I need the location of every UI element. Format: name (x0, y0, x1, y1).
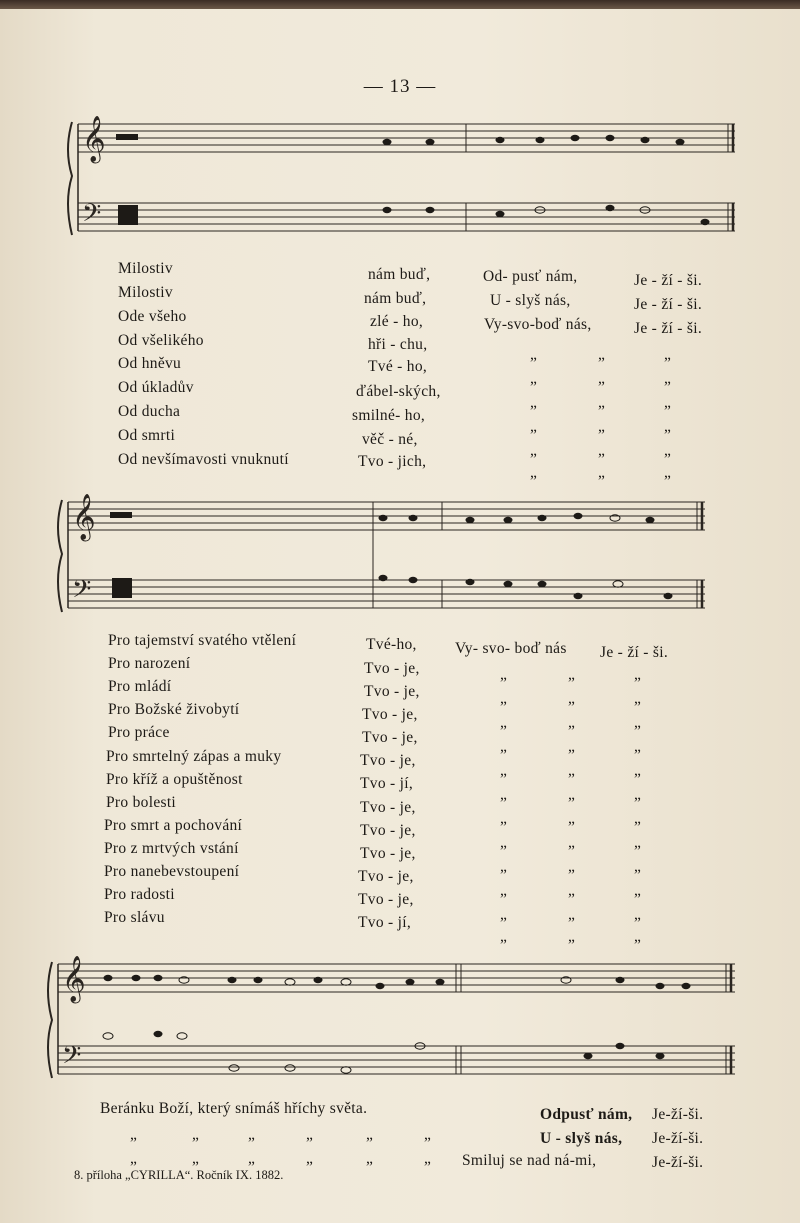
s2-ditto: „ (568, 786, 576, 803)
s2-l1-c4: Je - ží - ši. (600, 644, 669, 661)
music-system-2 (0, 488, 800, 628)
s1-l3-c1: Ode všeho (118, 308, 187, 325)
s2-l8-c2: Tvo - je, (360, 799, 416, 816)
s2-ditto: „ (500, 762, 508, 779)
s2-l4-c2: Tvo - je, (362, 706, 418, 723)
s2-l1-c2: Tvé-ho, (366, 636, 417, 653)
s3-ditto: „ (130, 1150, 138, 1167)
s3-ditto: „ (306, 1150, 314, 1167)
s1-l8-c2: věč - né, (362, 431, 418, 448)
s2-l10-c1: Pro z mrtvých vstání (104, 840, 239, 857)
s1-l3-c4: Je - ží - ši. (634, 320, 703, 337)
s2-ditto: „ (634, 738, 642, 755)
s3-ditto: „ (424, 1150, 432, 1167)
s2-ditto: „ (500, 906, 508, 923)
s2-ditto: „ (634, 690, 642, 707)
s1-l2-c2: nám buď, (364, 290, 427, 307)
svg-text:𝄞: 𝄞 (62, 956, 86, 1002)
s1-l9-c2: Tvo - jich, (358, 453, 427, 470)
s2-l12-c2: Tvo - je, (358, 891, 414, 908)
s1-l8-c1: Od smrti (118, 427, 176, 444)
s2-ditto: „ (634, 928, 642, 945)
s2-ditto: „ (500, 882, 508, 899)
s1-ditto: „ (598, 346, 606, 363)
response-3-name: Je-ží-ši. (652, 1154, 704, 1171)
s3-ditto: „ (192, 1126, 200, 1143)
s2-l3-c1: Pro mládí (108, 678, 172, 695)
response-2-text: U - slyš nás, (540, 1130, 623, 1147)
s1-l2-c1: Milostiv (118, 284, 173, 301)
s2-ditto: „ (634, 882, 642, 899)
s1-l1-c2: nám buď, (368, 266, 431, 283)
s1-l3-c2: zlé - ho, (370, 313, 424, 330)
svg-text:𝄢: 𝄢 (82, 199, 102, 234)
svg-text:𝄢: 𝄢 (62, 1041, 82, 1076)
s2-ditto: „ (634, 810, 642, 827)
s3-ditto: „ (130, 1126, 138, 1143)
s2-ditto: „ (568, 690, 576, 707)
s2-l6-c1: Pro smrtelný zápas a muky (106, 748, 282, 765)
s1-l5-c1: Od hněvu (118, 355, 182, 372)
footer-note: 8. příloha „CYRILLA“. Ročník IX. 1882. (74, 1168, 284, 1182)
s2-l9-c2: Tvo - je, (360, 822, 416, 839)
s2-l7-c2: Tvo - jí, (360, 775, 414, 792)
s1-ditto: „ (664, 394, 672, 411)
svg-text:𝄞: 𝄞 (82, 116, 106, 162)
s2-l2-c1: Pro narození (108, 655, 191, 672)
s2-ditto: „ (634, 762, 642, 779)
s2-l11-c1: Pro nanebevstoupení (104, 863, 240, 880)
s1-ditto: „ (598, 464, 606, 481)
music-system-3 (0, 950, 800, 1100)
s2-l1-c1: Pro tajemství svatého vtělení (108, 632, 297, 649)
s1-l7-c1: Od ducha (118, 403, 181, 420)
s1-l4-c1: Od všelikého (118, 332, 204, 349)
s2-l13-c1: Pro slávu (104, 909, 165, 926)
s2-l5-c1: Pro práce (108, 724, 170, 741)
s1-l7-c2: smilné- ho, (352, 407, 426, 424)
s2-ditto: „ (568, 714, 576, 731)
s2-ditto: „ (634, 858, 642, 875)
s1-ditto: „ (598, 418, 606, 435)
s2-ditto: „ (634, 786, 642, 803)
response-2-name: Je-ží-ši. (652, 1130, 704, 1147)
svg-text:𝄢: 𝄢 (72, 575, 92, 610)
s1-l5-c2: Tvé - ho, (368, 358, 428, 375)
s2-ditto: „ (568, 834, 576, 851)
s1-l9-c1: Od nevšímavosti vnuknutí (118, 451, 289, 468)
s2-l6-c2: Tvo - je, (360, 752, 416, 769)
s2-ditto: „ (500, 810, 508, 827)
s2-ditto: „ (500, 738, 508, 755)
s2-ditto: „ (500, 666, 508, 683)
s1-l1-c4: Je - ží - ši. (634, 272, 703, 289)
response-1-name: Je-ží-ši. (652, 1106, 704, 1123)
s2-ditto: „ (568, 738, 576, 755)
s1-ditto: „ (598, 394, 606, 411)
response-3-text: Smiluj se nad ná-mi, (462, 1152, 597, 1169)
s3-ditto: „ (248, 1150, 256, 1167)
s2-ditto: „ (568, 810, 576, 827)
s3-ditto: „ (366, 1126, 374, 1143)
s2-l11-c2: Tvo - je, (358, 868, 414, 885)
s1-l3-c3: Vy-svo-boď nás, (484, 316, 592, 333)
s2-l7-c1: Pro kříž a opuštěnost (106, 771, 243, 788)
music-system-1 (0, 110, 800, 250)
s3-ditto: „ (248, 1126, 256, 1143)
s2-ditto: „ (568, 928, 576, 945)
s3-ditto: „ (366, 1150, 374, 1167)
s2-ditto: „ (568, 882, 576, 899)
s2-ditto: „ (634, 666, 642, 683)
s1-ditto: „ (598, 442, 606, 459)
s2-l3-c2: Tvo - je, (364, 683, 420, 700)
s1-ditto: „ (530, 394, 538, 411)
top-edge (0, 0, 800, 9)
s2-l10-c2: Tvo - je, (360, 845, 416, 862)
s2-ditto: „ (568, 858, 576, 875)
s2-l9-c1: Pro smrt a pochování (104, 817, 243, 834)
s1-ditto: „ (664, 464, 672, 481)
response-1-text: Odpusť nám, (540, 1106, 633, 1123)
s2-ditto: „ (500, 690, 508, 707)
s1-ditto: „ (530, 464, 538, 481)
s3-ditto: „ (192, 1150, 200, 1167)
s2-l5-c2: Tvo - je, (362, 729, 418, 746)
s2-ditto: „ (500, 834, 508, 851)
s1-ditto: „ (530, 346, 538, 363)
s2-ditto: „ (568, 906, 576, 923)
s2-ditto: „ (500, 714, 508, 731)
s2-ditto: „ (500, 858, 508, 875)
s1-l6-c2: ďábel-ských, (356, 383, 441, 400)
s1-l1-c1: Milostiv (118, 260, 173, 277)
s1-ditto: „ (530, 418, 538, 435)
s2-ditto: „ (500, 928, 508, 945)
s1-ditto: „ (530, 442, 538, 459)
s1-ditto: „ (664, 442, 672, 459)
s2-l2-c2: Tvo - je, (364, 660, 420, 677)
s1-l2-c4: Je - ží - ši. (634, 296, 703, 313)
s3-ditto: „ (306, 1126, 314, 1143)
s1-ditto: „ (664, 346, 672, 363)
s1-l1-c3: Od- pusť nám, (483, 268, 578, 285)
s1-ditto: „ (530, 370, 538, 387)
s1-ditto: „ (598, 370, 606, 387)
page-number: — 13 — (363, 76, 437, 97)
s1-ditto: „ (664, 370, 672, 387)
s1-l4-c2: hři - chu, (368, 336, 428, 353)
s1-ditto: „ (664, 418, 672, 435)
svg-text:𝄞: 𝄞 (72, 494, 96, 540)
s2-l8-c1: Pro bolesti (106, 794, 177, 811)
s2-ditto: „ (634, 906, 642, 923)
agnus-dei-line: Beránku Boží, který snímáš hříchy světa. (100, 1100, 368, 1117)
s1-l2-c3: U - slyš nás, (490, 292, 571, 309)
s2-ditto: „ (634, 714, 642, 731)
s2-l1-c3: Vy- svo- boď nás (455, 640, 567, 657)
s3-ditto: „ (424, 1126, 432, 1143)
s2-l4-c1: Pro Božské živobytí (108, 701, 240, 718)
s2-l12-c1: Pro radosti (104, 886, 175, 903)
s1-l6-c1: Od úkladův (118, 379, 194, 396)
s2-l13-c2: Tvo - jí, (358, 914, 412, 931)
s2-ditto: „ (500, 786, 508, 803)
s2-ditto: „ (634, 834, 642, 851)
s2-ditto: „ (568, 762, 576, 779)
s2-ditto: „ (568, 666, 576, 683)
